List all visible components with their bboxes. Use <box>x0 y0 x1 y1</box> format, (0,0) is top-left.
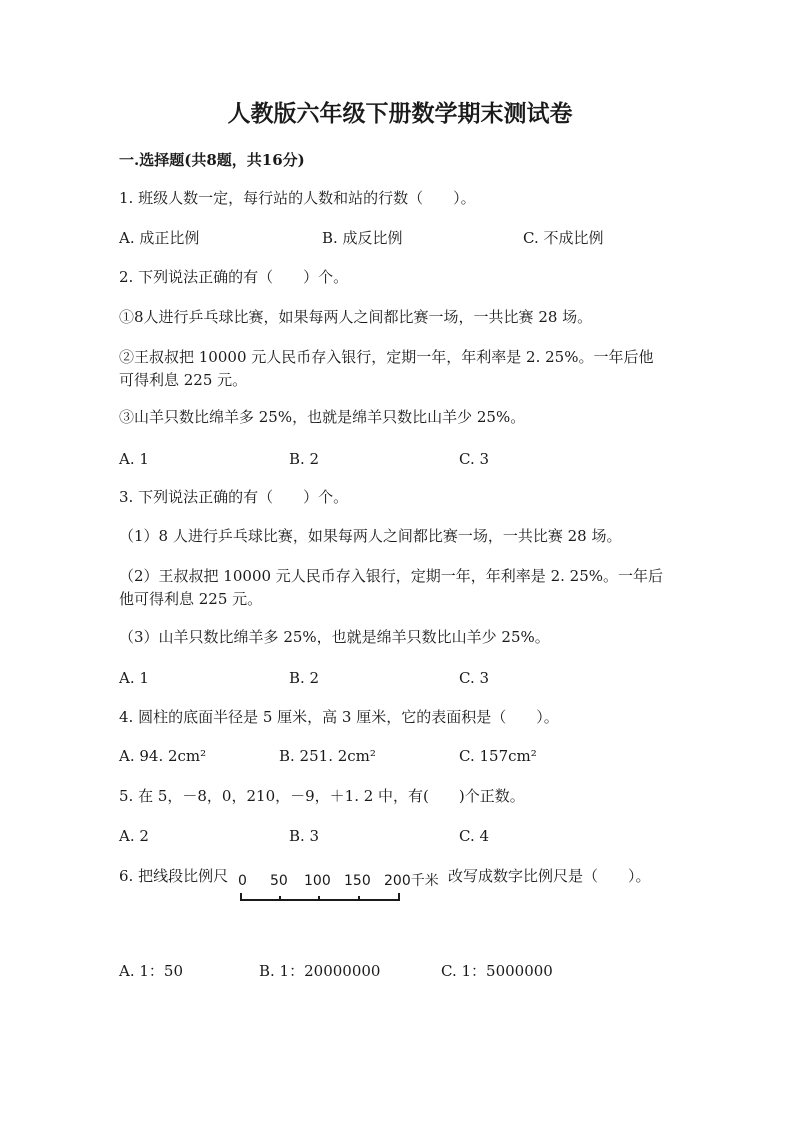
question-6-option-a: A. 1：50 <box>119 962 183 980</box>
question-4-option-c: C. 157cm² <box>459 747 537 765</box>
scale-label-50: 50 <box>270 873 288 889</box>
question-2-statement-2-line-1: ②王叔叔把 10000 元人民币存入银行，定期一年，年利率是 2. 25%。一年后他 <box>119 348 654 366</box>
question-4-option-b: B. 251. 2cm² <box>279 747 376 765</box>
question-5-option-c: C. 4 <box>459 827 490 845</box>
question-6-option-c: C. 1：5000000 <box>441 962 553 980</box>
question-1-option-c: C. 不成比例 <box>523 229 604 247</box>
question-5-option-a: A. 2 <box>119 827 149 845</box>
question-6-option-b: B. 1：20000000 <box>259 962 381 980</box>
line-scale-figure <box>236 868 454 908</box>
question-2-statement-3: ③山羊只数比绵羊多 25%，也就是绵羊只数比山羊少 25%。 <box>119 408 526 426</box>
question-5-stem: 5. 在 5，－8，0，210，－9，＋1. 2 中，有( )个正数。 <box>119 787 525 805</box>
question-6-stem-after: 改写成数字比例尺是（ ）。 <box>448 867 651 885</box>
scale-label-150: 150 <box>344 873 371 889</box>
question-2-option-c: C. 3 <box>459 450 490 468</box>
question-3-statement-3: （3）山羊只数比绵羊多 25%，也就是绵羊只数比山羊少 25%。 <box>119 628 550 646</box>
question-5-option-b: B. 3 <box>289 827 320 845</box>
question-2-option-b: B. 2 <box>289 450 320 468</box>
question-4-option-a: A. 94. 2cm² <box>119 747 207 765</box>
question-1-option-a: A. 成正比例 <box>119 229 200 247</box>
question-3-statement-2-line-1: （2）王叔叔把 10000 元人民币存入银行，定期一年，年利率是 2. 25%。一年后 <box>119 567 663 585</box>
question-2-option-a: A. 1 <box>119 450 149 468</box>
scale-ruler <box>236 868 454 908</box>
scale-label-0: 0 <box>238 873 247 889</box>
question-3-statement-1: （1）8 人进行乒乓球比赛，如果每两人之间都比赛一场，一共比赛 28 场。 <box>119 527 622 545</box>
scale-label-200km: 200千米 <box>384 873 439 889</box>
page-title: 人教版六年级下册数学期末测试卷 <box>227 100 573 127</box>
question-3-option-c: C. 3 <box>459 669 490 687</box>
question-3-stem: 3. 下列说法正确的有（ ）个。 <box>119 488 349 506</box>
question-1-stem: 1. 班级人数一定，每行站的人数和站的行数（ ）。 <box>119 189 476 207</box>
question-3-option-b: B. 2 <box>289 669 320 687</box>
question-4-stem: 4. 圆柱的底面半径是 5 厘米，高 3 厘米，它的表面积是（ ）。 <box>119 708 559 726</box>
question-2-statement-1: ①8人进行乒乓球比赛，如果每两人之间都比赛一场，一共比赛 28 场。 <box>119 308 593 326</box>
question-1-option-b: B. 成反比例 <box>322 229 403 247</box>
question-3-option-a: A. 1 <box>119 669 149 687</box>
scale-label-100: 100 <box>304 873 331 889</box>
question-6-stem-before: 6. 把线段比例尺 <box>119 867 229 885</box>
question-2-stem: 2. 下列说法正确的有（ ）个。 <box>119 268 349 286</box>
question-3-statement-2-line-2: 他可得利息 225 元。 <box>119 590 263 608</box>
section-heading: 一.选择题(共8题，共16分) <box>119 151 305 169</box>
question-2-statement-2-line-2: 可得利息 225 元。 <box>119 371 248 389</box>
